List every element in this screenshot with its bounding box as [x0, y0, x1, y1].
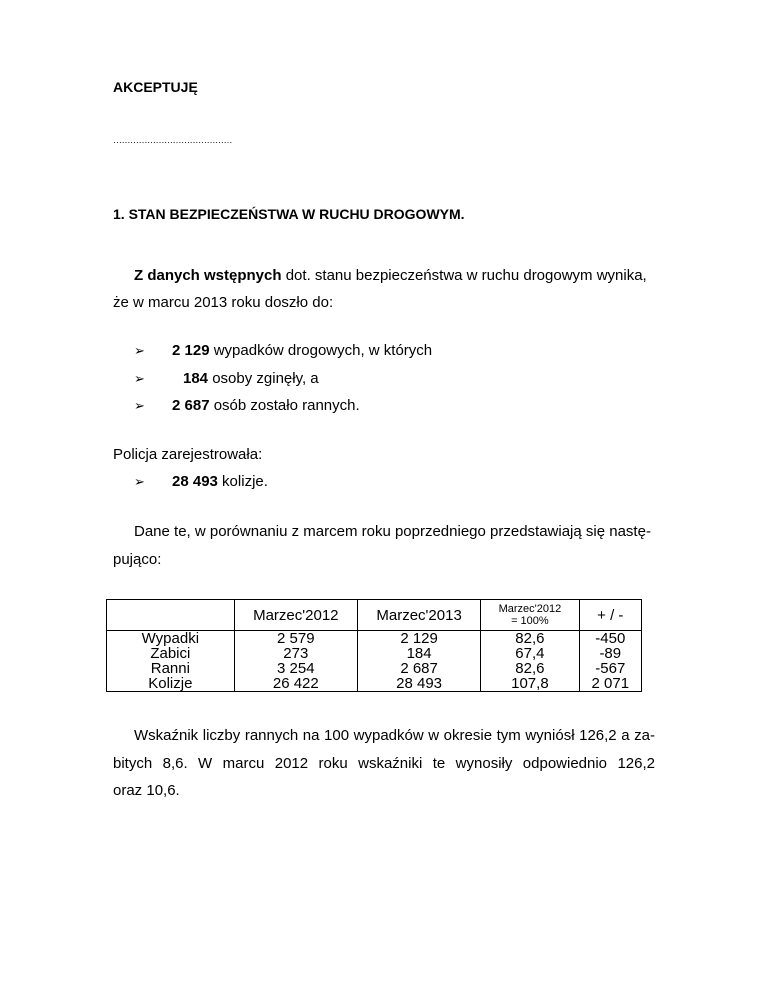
- value-m2013: 2 687: [400, 660, 438, 677]
- bullet-value: 2 687: [172, 397, 210, 414]
- value-m2013: 28 493: [396, 675, 443, 692]
- value-m2012: 26 422: [272, 675, 319, 692]
- table-cell-diff: [579, 631, 641, 692]
- value-percent: 67,4: [515, 645, 545, 662]
- table-header-percent: [481, 600, 579, 631]
- table-header-diff: + / -: [579, 600, 641, 631]
- approval-label: AKCEPTUJĘ: [113, 79, 198, 95]
- table-body-row: [107, 631, 642, 692]
- bullet-text: osoby zginęły, a: [208, 370, 319, 387]
- value-percent: 82,6: [515, 660, 545, 677]
- police-value: 28 493: [172, 473, 218, 490]
- bullet-arrow-icon: ➢: [134, 343, 145, 358]
- value-diff: -89: [599, 645, 622, 662]
- bullet-arrow-icon: ➢: [134, 371, 145, 386]
- value-m2013: 184: [406, 645, 432, 662]
- police-item: [172, 473, 268, 490]
- row-label: Kolizje: [148, 675, 193, 692]
- table-header-m2013: Marzec'2013: [357, 600, 480, 631]
- row-label: Ranni: [150, 660, 190, 677]
- comparison-line-2: pująco:: [113, 551, 162, 568]
- indicator-line-1: Wskaźnik liczby rannych na 100 wypadków w okresie tym wyniósł 126,2 a za-: [134, 727, 655, 744]
- table-header-percent-line1: Marzec'2012: [498, 603, 562, 615]
- bullet-text: osób zostało rannych.: [209, 397, 360, 414]
- row-label: Wypadki: [141, 630, 200, 647]
- value-m2012: 3 254: [277, 660, 315, 677]
- intro-line-2: że w marcu 2013 roku doszło do:: [113, 294, 334, 311]
- police-text: kolizje.: [217, 473, 268, 490]
- table-header-percent-line2: = 100%: [511, 615, 549, 627]
- bullet-item: [172, 342, 432, 359]
- bullet-item: [183, 370, 319, 387]
- value-m2013: 2 129: [400, 630, 438, 647]
- row-label: Zabici: [150, 645, 191, 662]
- table-cell-m2012: [234, 631, 357, 692]
- value-diff: -567: [595, 660, 626, 677]
- police-label: Policja zarejestrowała:: [113, 446, 263, 463]
- table-cell-m2013: [357, 631, 480, 692]
- bullet-value: 2 129: [172, 342, 210, 359]
- value-percent: 107,8: [511, 675, 549, 692]
- intro-bold: Z danych wstępnych: [134, 267, 282, 284]
- bullet-arrow-icon: ➢: [134, 474, 145, 489]
- value-percent: 82,6: [515, 630, 545, 647]
- bullet-text: wypadków drogowych, w których: [209, 342, 433, 359]
- value-diff: 2 071: [591, 675, 630, 692]
- intro-line-1: [134, 267, 647, 284]
- value-m2012: 273: [283, 645, 309, 662]
- indicator-line-3: oraz 10,6.: [113, 782, 180, 799]
- signature-line: ……………………………………: [113, 135, 232, 145]
- intro-rest: dot. stanu bezpieczeństwa w ruchu drogowym wynika,: [281, 267, 647, 284]
- table-header-m2012: Marzec'2012: [234, 600, 357, 631]
- value-diff: -450: [595, 630, 626, 647]
- indicator-line-2: bitych 8,6. W marcu 2012 roku wskaźniki te wynosiły odpowiednio 126,2: [113, 755, 655, 772]
- bullet-item: [172, 397, 360, 414]
- table-cell-labels: [107, 631, 235, 692]
- table-cell-percent: [481, 631, 579, 692]
- bullet-arrow-icon: ➢: [134, 398, 145, 413]
- statistics-table: [106, 599, 642, 692]
- table-header-row: [107, 600, 642, 631]
- table-header-empty: [107, 600, 235, 631]
- value-m2012: 2 579: [277, 630, 315, 647]
- bullet-value: 184: [183, 370, 209, 387]
- section-title: 1. STAN BEZPIECZEŃSTWA W RUCHU DROGOWYM.: [113, 206, 465, 222]
- comparison-line-1: Dane te, w porównaniu z marcem roku poprzedniego przedstawiają się nastę-: [134, 523, 651, 540]
